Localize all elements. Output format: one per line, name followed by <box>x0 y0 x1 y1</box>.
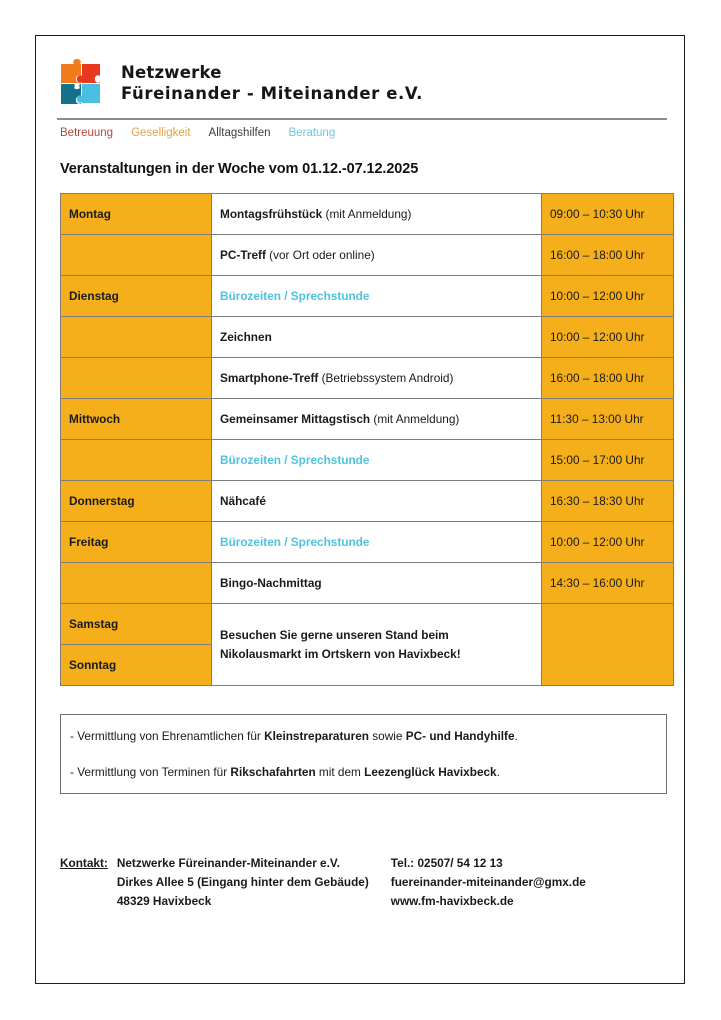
document-page <box>35 35 685 984</box>
activity-title: Bürozeiten / Sprechstunde <box>220 453 370 467</box>
header-divider <box>57 118 667 120</box>
table-row <box>61 276 674 317</box>
cell-activity <box>212 440 542 481</box>
note2-bold1: Rikschafahrten <box>230 764 316 779</box>
weekend-message-line2: Nikolausmarkt im Ortskern von Havixbeck! <box>220 646 461 661</box>
cell-time: 10:00 – 12:00 Uhr <box>542 276 674 317</box>
nav-item-geselligkeit[interactable]: Geselligkeit <box>131 127 191 139</box>
activity-title: Bürozeiten / Sprechstunde <box>220 535 370 549</box>
cell-time: 16:30 – 18:30 Uhr <box>542 481 674 522</box>
table-row <box>61 563 674 604</box>
puzzle-icon <box>57 58 105 108</box>
note-line-2 <box>70 764 656 781</box>
table-row <box>61 440 674 481</box>
cell-activity <box>212 563 542 604</box>
organization-name-line1: Netzwerke <box>121 62 222 82</box>
note1-pre: - Vermittlung von Ehrenamtlichen für <box>70 729 265 743</box>
cell-activity <box>212 399 542 440</box>
activity-title: Bingo-Nachmittag <box>220 576 322 590</box>
contact-address-line1: Netzwerke Füreinander-Miteinander e.V. <box>116 856 340 871</box>
contact-block <box>60 854 666 911</box>
cell-day: Sonntag <box>61 645 212 686</box>
contact-address-line2: Dirkes Allee 5 (Eingang hinter dem Gebäude) <box>116 875 369 890</box>
weekend-message-line1: Besuchen Sie gerne unseren Stand beim <box>220 628 449 643</box>
note2-mid: mit dem <box>315 764 365 779</box>
contact-phone: Tel.: 02507/ 54 12 13 <box>390 856 503 871</box>
schedule-table <box>60 193 674 686</box>
activity-detail: (mit Anmeldung) <box>370 412 460 426</box>
schedule-table-body <box>61 194 674 686</box>
activity-title: Smartphone-Treff <box>220 371 319 385</box>
cell-time-empty <box>542 604 674 686</box>
note1-post: . <box>514 729 518 743</box>
activity-title: Zeichnen <box>220 330 272 344</box>
nav-item-alltagshilfen[interactable]: Alltagshilfen <box>208 127 271 139</box>
cell-day <box>61 440 212 481</box>
organization-name <box>121 62 423 105</box>
table-row <box>61 481 674 522</box>
contact-details <box>391 854 586 911</box>
cell-day: Samstag <box>61 604 212 645</box>
organization-name-line2: Füreinander - Miteinander e.V. <box>121 84 423 103</box>
contact-email[interactable]: fuereinander-miteinander@gmx.de <box>390 875 586 890</box>
cell-activity <box>212 194 542 235</box>
service-nav <box>57 127 666 139</box>
contact-address <box>117 854 369 911</box>
note2-post: . <box>496 764 500 779</box>
cell-day: Mittwoch <box>61 399 212 440</box>
cell-activity <box>212 235 542 276</box>
note1-bold1: Kleinstreparaturen <box>264 729 369 743</box>
activity-detail: (mit Anmeldung) <box>322 207 412 221</box>
page-title: Veranstaltungen in der Woche vom 01.12.-07.12.2025 <box>60 161 419 177</box>
cell-day: Donnerstag <box>61 481 212 522</box>
services-note-box <box>60 714 667 794</box>
contact-website[interactable]: www.fm-havixbeck.de <box>390 894 514 909</box>
cell-weekend-message <box>212 604 542 686</box>
cell-day: Freitag <box>61 522 212 563</box>
nav-item-beratung[interactable]: Beratung <box>288 127 336 139</box>
note2-pre: - Vermittlung von Terminen für <box>70 764 231 779</box>
cell-activity <box>212 481 542 522</box>
table-row-weekend <box>61 604 674 645</box>
cell-time: 10:00 – 12:00 Uhr <box>542 317 674 358</box>
nav-item-betreuung[interactable]: Betreuung <box>60 127 114 139</box>
cell-activity <box>212 522 542 563</box>
note1-mid: sowie <box>369 729 406 743</box>
cell-day: Montag <box>61 194 212 235</box>
activity-title: Montagsfrühstück <box>220 207 323 221</box>
note2-bold2: Leezenglück Havixbeck <box>364 764 497 779</box>
note1-bold2: PC- und Handyhilfe <box>405 729 515 743</box>
activity-detail: (Betriebssystem Android) <box>318 371 454 385</box>
cell-day <box>61 317 212 358</box>
cell-time: 14:30 – 16:00 Uhr <box>542 563 674 604</box>
cell-day <box>61 358 212 399</box>
cell-time: 09:00 – 10:30 Uhr <box>542 194 674 235</box>
activity-title: Nähcafé <box>220 494 266 508</box>
table-row <box>61 358 674 399</box>
cell-time: 15:00 – 17:00 Uhr <box>542 440 674 481</box>
activity-title: Bürozeiten / Sprechstunde <box>220 289 370 303</box>
table-row <box>61 194 674 235</box>
cell-time: 11:30 – 13:00 Uhr <box>542 399 674 440</box>
cell-time: 16:00 – 18:00 Uhr <box>542 358 674 399</box>
note-line-1 <box>70 728 656 745</box>
cell-time: 16:00 – 18:00 Uhr <box>542 235 674 276</box>
cell-day <box>61 563 212 604</box>
activity-title: PC-Treff <box>220 248 266 262</box>
table-row <box>61 235 674 276</box>
cell-activity <box>212 276 542 317</box>
cell-activity <box>212 358 542 399</box>
contact-label: Kontakt: <box>60 856 108 871</box>
document-header <box>57 54 666 112</box>
table-row <box>61 522 674 563</box>
schedule-section <box>57 193 666 686</box>
activity-detail: (vor Ort oder online) <box>265 248 375 262</box>
cell-day <box>61 235 212 276</box>
contact-address-line3: 48329 Havixbeck <box>116 894 212 909</box>
cell-day: Dienstag <box>61 276 212 317</box>
activity-title: Gemeinsamer Mittagstisch <box>220 412 371 426</box>
table-row <box>61 317 674 358</box>
table-row <box>61 399 674 440</box>
cell-activity <box>212 317 542 358</box>
cell-time: 10:00 – 12:00 Uhr <box>542 522 674 563</box>
